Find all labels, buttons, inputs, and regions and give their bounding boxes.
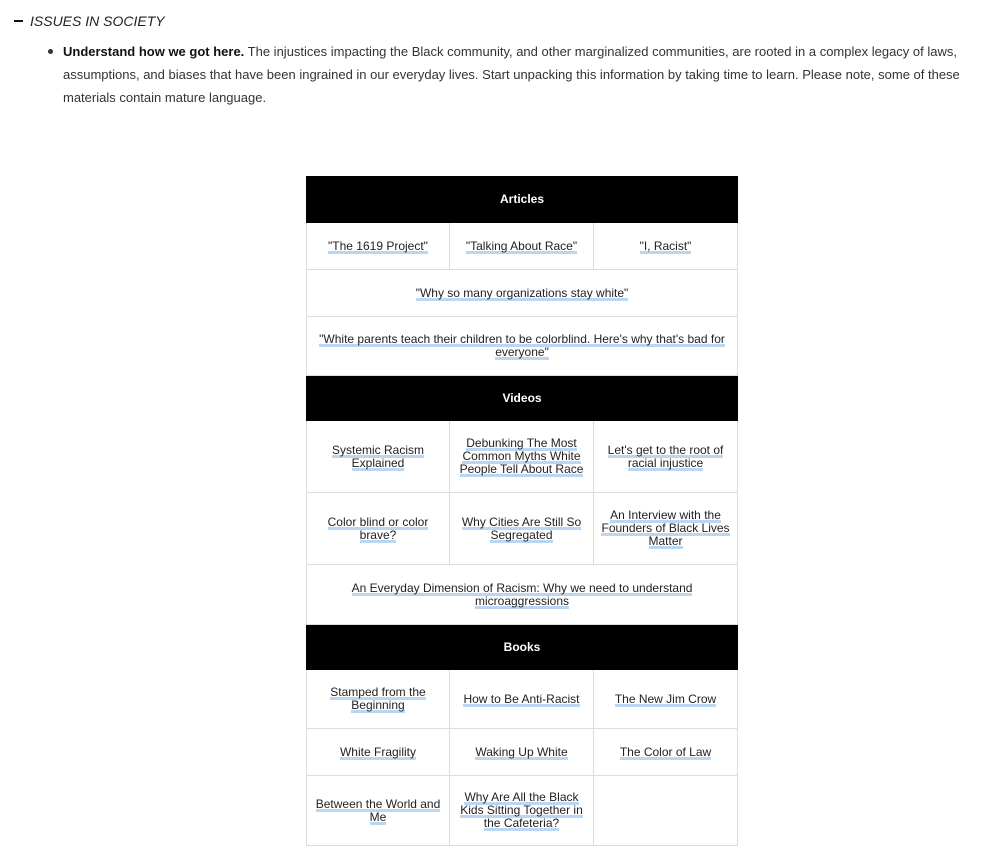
section-title: ISSUES IN SOCIETY [30, 13, 165, 29]
book-link[interactable]: How to Be Anti-Racist [463, 691, 580, 706]
books-heading: Books [307, 625, 738, 670]
section-toggle[interactable] [14, 13, 165, 29]
article-link[interactable]: "White parents teach their children to be colorblind. Here's why that's bad for everyone" [319, 332, 725, 359]
article-link[interactable]: "Talking About Race" [465, 238, 578, 253]
book-link[interactable]: Waking Up White [475, 744, 568, 759]
articles-heading: Articles [307, 177, 738, 223]
video-link[interactable]: Why Cities Are Still So Segregated [461, 514, 582, 542]
video-link[interactable]: Let's get to the root of racial injustice [607, 442, 724, 470]
book-link[interactable]: The New Jim Crow [614, 691, 717, 706]
video-link[interactable]: Systemic Racism Explained [331, 442, 424, 470]
book-link[interactable]: The Color of Law [619, 744, 712, 759]
empty-cell [594, 776, 738, 846]
article-link[interactable]: "The 1619 Project" [328, 238, 428, 253]
article-link[interactable]: "I, Racist" [639, 238, 692, 253]
video-link[interactable]: An Everyday Dimension of Racism: Why we need to understand microaggressions [351, 580, 693, 608]
video-link[interactable]: Color blind or color brave? [327, 514, 429, 542]
book-link[interactable]: Stamped from the Beginning [330, 685, 426, 712]
intro-text: The injustices impacting the Black community, and other marginalized communities, are rooted in a complex legacy of laws, assumptions, and biases that have been ingrained in our everyday lives. Start unpacking this information by taking time to learn. Please note, some of these materials contain mature language. [63, 44, 960, 105]
resources-table [306, 176, 738, 846]
intro-lead: Understand how we got here. [63, 44, 245, 59]
intro-list [46, 40, 991, 109]
video-link[interactable]: Debunking The Most Common Myths White People Tell About Race [459, 436, 584, 476]
video-link[interactable]: An Interview with the Founders of Black Lives Matter [601, 508, 730, 548]
bullet-icon [48, 49, 53, 54]
article-link[interactable]: "Why so many organizations stay white" [415, 285, 629, 300]
book-link[interactable]: White Fragility [339, 744, 416, 759]
book-link[interactable]: Between the World and Me [315, 796, 441, 824]
videos-heading: Videos [307, 376, 738, 421]
minus-icon [14, 20, 23, 22]
book-link[interactable]: Why Are All the Black Kids Sitting Together in the Cafeteria? [460, 790, 583, 830]
intro-item [46, 40, 991, 109]
